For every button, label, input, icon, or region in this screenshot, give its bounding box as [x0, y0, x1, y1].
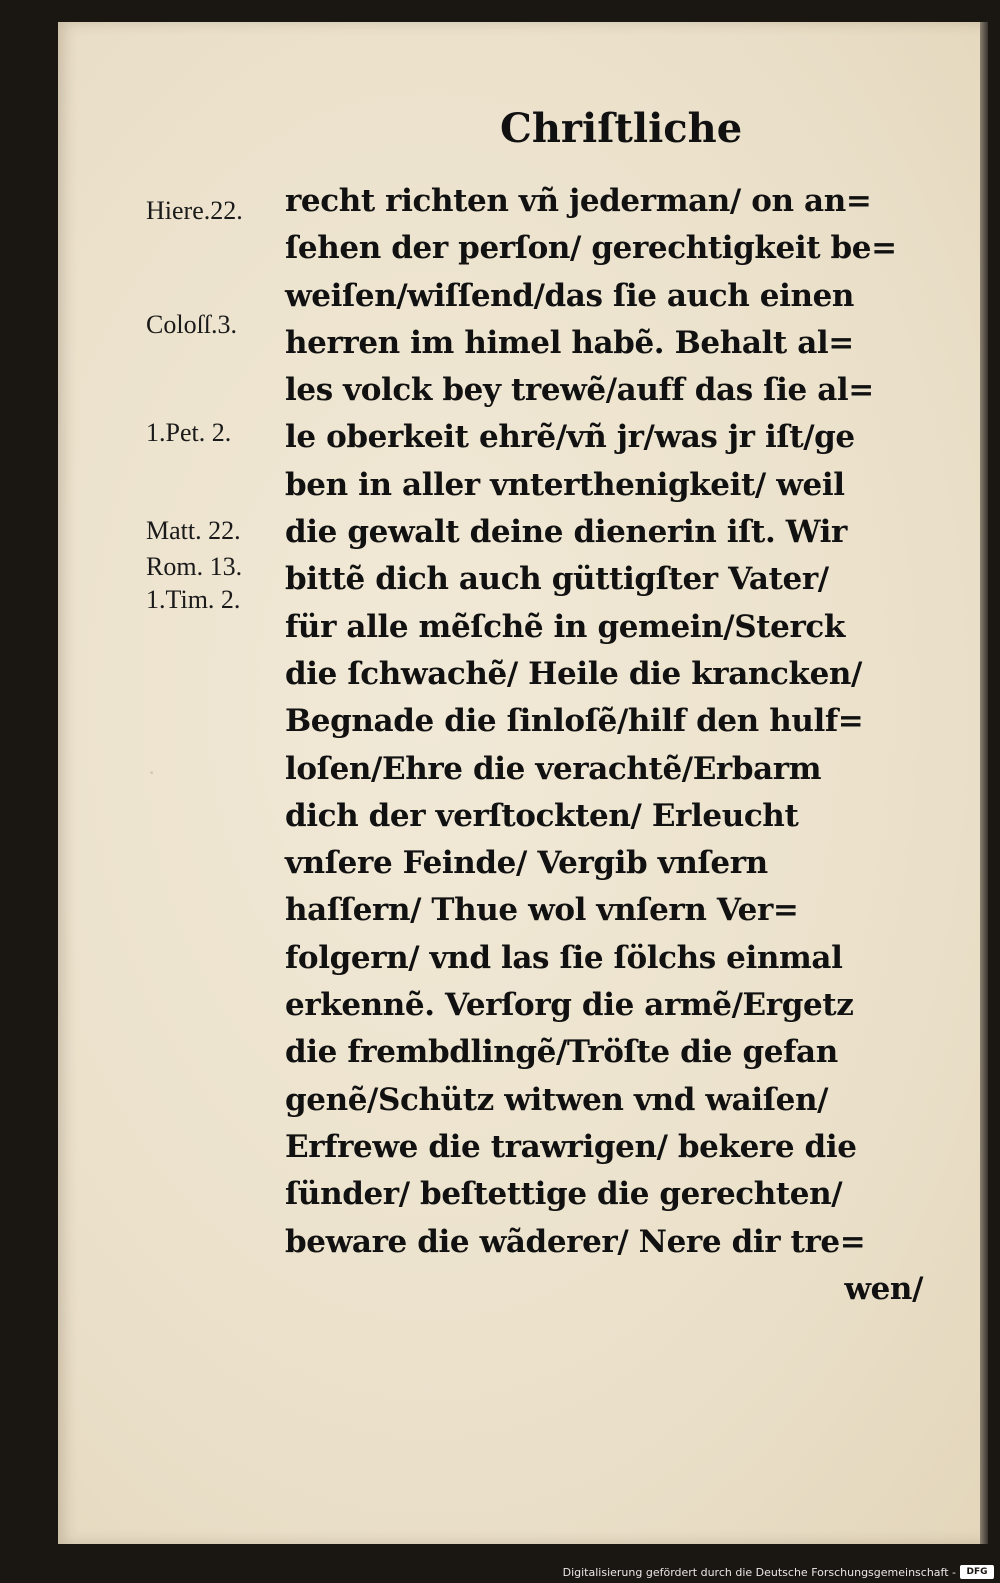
text-line: ſünder/ beſtettige die gerechten/	[285, 1176, 843, 1213]
running-title: Chriſtliche	[500, 105, 743, 152]
text-line: herren im himel habẽ. Behalt al=	[285, 324, 854, 361]
page-edge	[980, 22, 988, 1544]
bleed-through: ·	[148, 760, 156, 785]
text-line: weiſen/wiſſend/das ſie auch einen	[285, 277, 855, 314]
text-line: genẽ/Schütz witwen vnd waiſen/	[285, 1081, 829, 1118]
margin-note: 1.Pet. 2.	[146, 418, 232, 447]
text-line: le oberkeit ehrẽ/vñ jr/was jr iſt/ge	[285, 419, 855, 456]
text-line: haſſern/ Thue wol vnſern Ver=	[285, 892, 799, 929]
catchword: wen/	[844, 1270, 923, 1307]
text-line: les volck bey trewẽ/auff das ſie al=	[285, 372, 874, 409]
margin-note: Hiere.22.	[146, 196, 243, 225]
margin-note: Coloſſ.3.	[146, 310, 238, 339]
dfg-logo: DFG	[960, 1565, 994, 1579]
text-line: die ſchwachẽ/ Heile die krancken/	[285, 655, 862, 692]
text-line: für alle mẽſchẽ in gemein/Sterck	[285, 608, 845, 645]
text-line: loſen/Ehre die verachtẽ/Erbarm	[285, 750, 822, 787]
text-line: recht richten vñ jederman/ on an=	[285, 183, 872, 219]
footer-credit: Digitalisierung gefördert durch die Deutsche Forschungsgemeinschaft -	[562, 1566, 956, 1579]
body-text	[285, 178, 935, 1313]
text-line: vnſere Feinde/ Vergib vnſern	[285, 845, 768, 882]
margin-note: 1.Tim. 2.	[146, 585, 241, 614]
text-line: beware die wãderer/ Nere dir tre=	[285, 1223, 866, 1260]
text-line: Erfrewe die trawrigen/ bekere die	[285, 1128, 857, 1165]
footer-bar	[0, 1561, 1000, 1583]
text-line: ben in aller vnterthenigkeit/ weil	[285, 466, 845, 503]
text-line: dich der verſtockten/ Erleucht	[285, 797, 799, 834]
text-line: Begnade die ſinloſẽ/hilf den hulf=	[285, 703, 864, 740]
margin-note: Rom. 13.	[146, 552, 243, 581]
text-line: erkennẽ. Verſorg die armẽ/Ergetz	[285, 987, 854, 1024]
text-line: die gewalt deine dienerin iſt. Wir	[285, 514, 847, 551]
margin-note: Matt. 22.	[146, 516, 241, 545]
text-line: bittẽ dich auch güttigſter Vater/	[285, 561, 829, 598]
text-line: die frembdlingẽ/Tröſte die gefan	[285, 1034, 838, 1071]
text-line: folgern/ vnd las ſie ſölchs einmal	[285, 939, 843, 976]
text-line: ſehen der perſon/ gerechtigkeit be=	[285, 230, 897, 267]
